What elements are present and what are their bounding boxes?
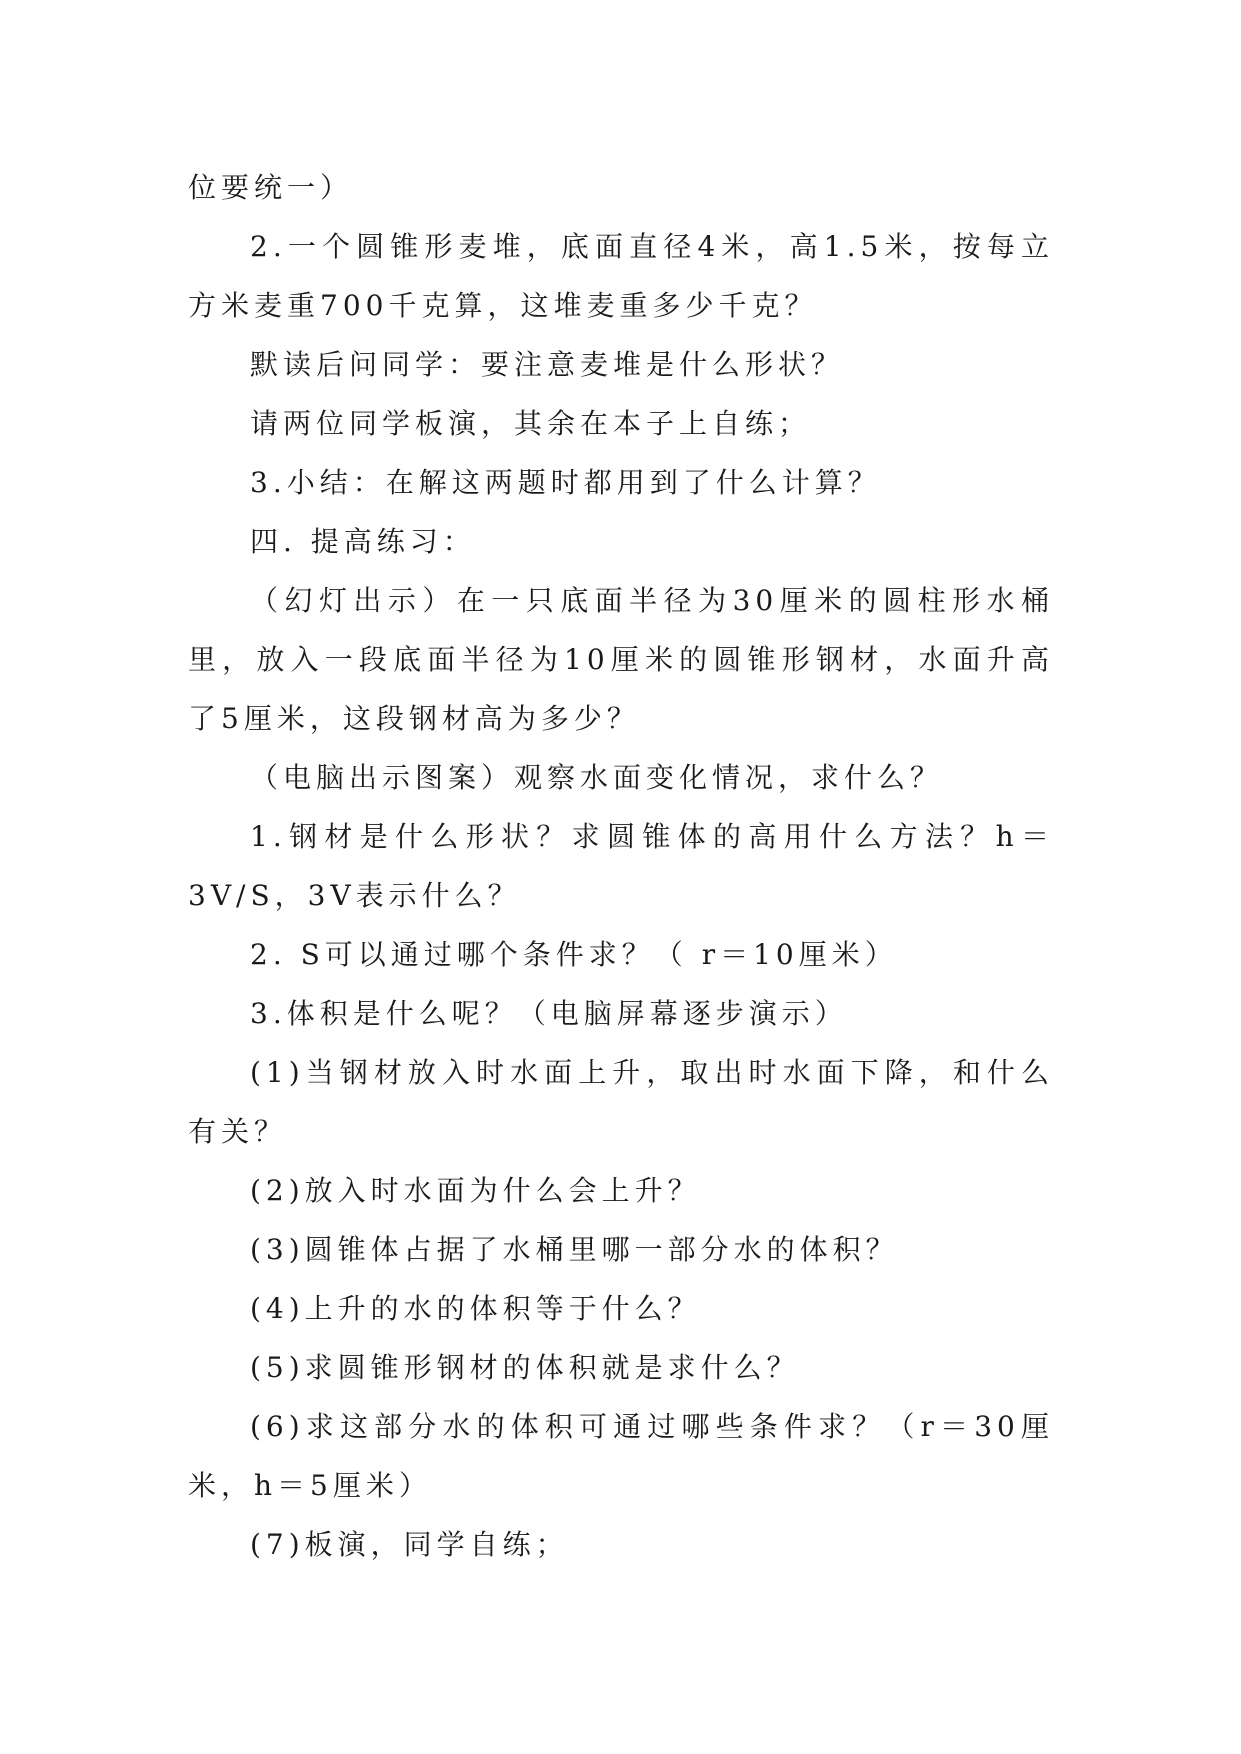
paragraph: 3.小结：在解这两题时都用到了什么计算？	[250, 466, 881, 499]
paragraph: 2. S可以通过哪个条件求？（ r＝10厘米）	[250, 938, 898, 971]
list-item: (4)上升的水的体积等于什么？	[250, 1292, 701, 1325]
list-item: (3)圆锥体占据了水桶里哪一部分水的体积？	[250, 1233, 899, 1266]
paragraph: 3.体积是什么呢？（电脑屏幕逐步演示）	[250, 997, 848, 1030]
list-item: (7)板演，同学自练；	[250, 1528, 569, 1561]
list-item: (6)求这部分水的体积可通过哪些条件求？（r＝30厘米，h＝5厘米）	[188, 1410, 1054, 1502]
paragraph: 1.钢材是什么形状？求圆锥体的高用什么方法？h＝3V/S，3V表示什么？	[188, 820, 1054, 912]
list-item: (5)求圆锥形钢材的体积就是求什么？	[250, 1351, 800, 1384]
paragraph: （幻灯出示）在一只底面半径为30厘米的圆柱形水桶里，放入一段底面半径为10厘米的圆锥形钢材，水面升高了5厘米，这段钢材高为多少？	[188, 584, 1054, 735]
paragraph: 位要统一）	[188, 171, 354, 204]
section-heading: 四. 提高练习：	[250, 525, 476, 558]
list-item: (2)放入时水面为什么会上升？	[250, 1174, 701, 1207]
paragraph: 2.一个圆锥形麦堆，底面直径4米，高1.5米，按每立方米麦重700千克算，这堆麦重多少千克？	[188, 230, 1054, 322]
document-body	[188, 158, 1054, 1574]
paragraph: 请两位同学板演，其余在本子上自练；	[250, 407, 812, 440]
list-item: (1)当钢材放入时水面上升，取出时水面下降，和什么有关？	[188, 1056, 1054, 1148]
paragraph: 默读后问同学：要注意麦堆是什么形状？	[250, 348, 845, 381]
paragraph: （电脑出示图案）观察水面变化情况，求什么？	[250, 761, 944, 794]
